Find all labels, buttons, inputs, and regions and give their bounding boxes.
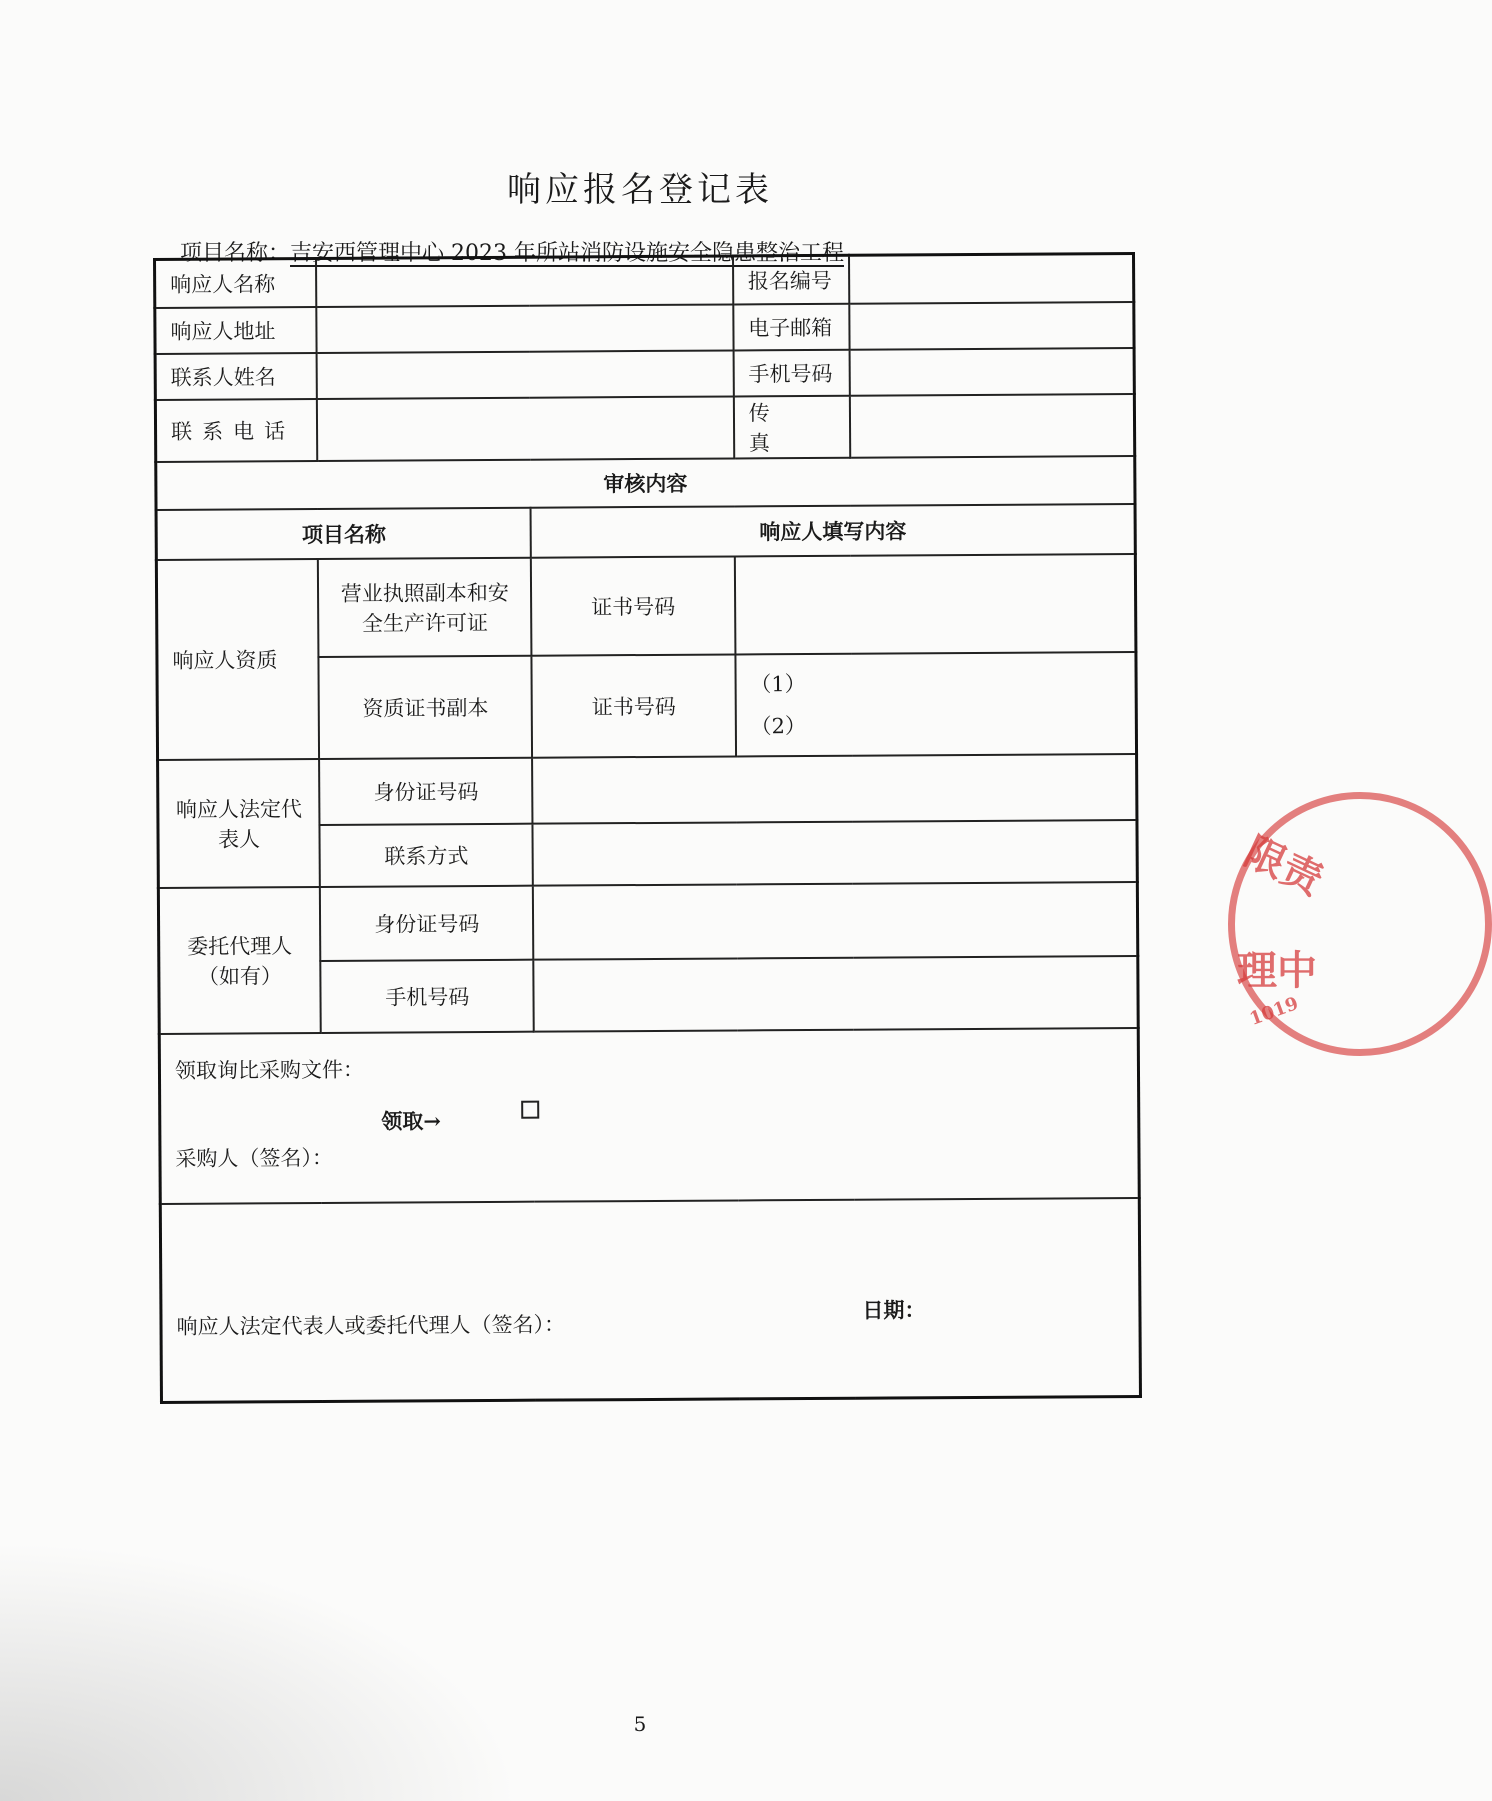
page-number: 5 [633, 1712, 647, 1736]
qualification-cert-number-label: 证书号码 [532, 654, 736, 757]
form-title: 响应报名登记表 [507, 170, 773, 210]
project-name-value: 吉安西管理中心 2023 年所站消防设施安全隐患整治工程 [290, 241, 844, 266]
cert-entry-2: （2） [750, 713, 807, 738]
responder-address-label: 响应人地址 [155, 307, 317, 354]
registration-form-table [153, 252, 1142, 1403]
responder-name-field[interactable] [316, 256, 733, 307]
legal-rep-contact-label: 联系方式 [320, 823, 534, 886]
qualification-label: 响应人资质 [156, 558, 319, 759]
stamp-text-3: 1019 [1246, 993, 1302, 1030]
contact-row [155, 302, 1134, 354]
stamp-text-2: 理中 [1237, 947, 1317, 994]
mobile-label: 手机号码 [733, 349, 849, 396]
qualification-row [156, 554, 1136, 658]
contact-person-label: 联系人姓名 [155, 353, 317, 400]
fill-content-header: 响应人填写内容 [531, 504, 1135, 558]
qualification-cert-number-field[interactable] [735, 652, 1136, 756]
collect-documents-label: 领取询比采购文件： [174, 1057, 365, 1083]
contact-row [155, 394, 1134, 462]
agent-id-field[interactable] [533, 881, 1138, 959]
contact-row [155, 254, 1134, 308]
item-name-header: 项目名称 [156, 507, 531, 559]
signature-row [160, 1197, 1140, 1401]
collect-checkbox[interactable] [521, 1100, 539, 1118]
cert-entry-1: （1） [750, 671, 806, 696]
registration-number-label: 报名编号 [733, 255, 849, 304]
contact-phone-label: 联系电话 [155, 399, 317, 462]
contact-person-field[interactable] [317, 350, 734, 399]
red-seal-stamp [1228, 792, 1492, 1056]
email-label: 电子邮箱 [733, 303, 849, 350]
fax-field[interactable] [849, 394, 1134, 458]
review-header-row [156, 456, 1135, 510]
license-cert-number-field[interactable] [735, 554, 1136, 654]
agent-id-label: 身份证号码 [320, 885, 534, 960]
legal-rep-row [158, 754, 1137, 826]
column-header-row [156, 504, 1135, 560]
agent-phone-field[interactable] [534, 955, 1139, 1031]
signature-block [160, 1197, 1140, 1401]
contact-phone-field[interactable] [317, 396, 734, 461]
legal-rep-id-field[interactable] [532, 754, 1136, 824]
agent-row [158, 881, 1137, 961]
date-label: 日期： [862, 1296, 926, 1323]
responder-address-field[interactable] [316, 304, 733, 353]
contact-row [155, 348, 1134, 400]
legal-rep-label: 响应人法定代表人 [158, 758, 320, 887]
registration-number-field[interactable] [849, 254, 1134, 304]
qualification-certificate-label: 资质证书副本 [319, 655, 533, 758]
business-license-label: 营业执照副本和安全生产许可证 [318, 557, 532, 656]
email-field[interactable] [849, 302, 1134, 350]
collect-row [159, 1027, 1139, 1203]
mobile-field[interactable] [849, 348, 1134, 396]
fax-label: 传真 [734, 395, 850, 458]
agent-phone-label: 手机号码 [320, 959, 534, 1032]
stamp-text-1: 限责 [1237, 828, 1330, 905]
review-content-header: 审核内容 [156, 456, 1135, 510]
collect-documents-block [159, 1027, 1139, 1203]
responder-name-label: 响应人名称 [155, 259, 317, 308]
license-cert-number-label: 证书号码 [531, 556, 735, 655]
representative-signature-label: 响应人法定代表人或委托代理人（签名）： [176, 1312, 566, 1339]
purchaser-signature-label: 采购人（签名）： [175, 1145, 334, 1171]
scan-shadow [0, 1541, 520, 1801]
legal-rep-id-label: 身份证号码 [319, 757, 533, 824]
collect-action-label: 领取→ [381, 1107, 441, 1134]
project-name-label: 项目名称： [180, 241, 291, 266]
agent-label: 委托代理人（如有） [158, 886, 320, 1033]
legal-rep-contact-field[interactable] [533, 819, 1137, 885]
